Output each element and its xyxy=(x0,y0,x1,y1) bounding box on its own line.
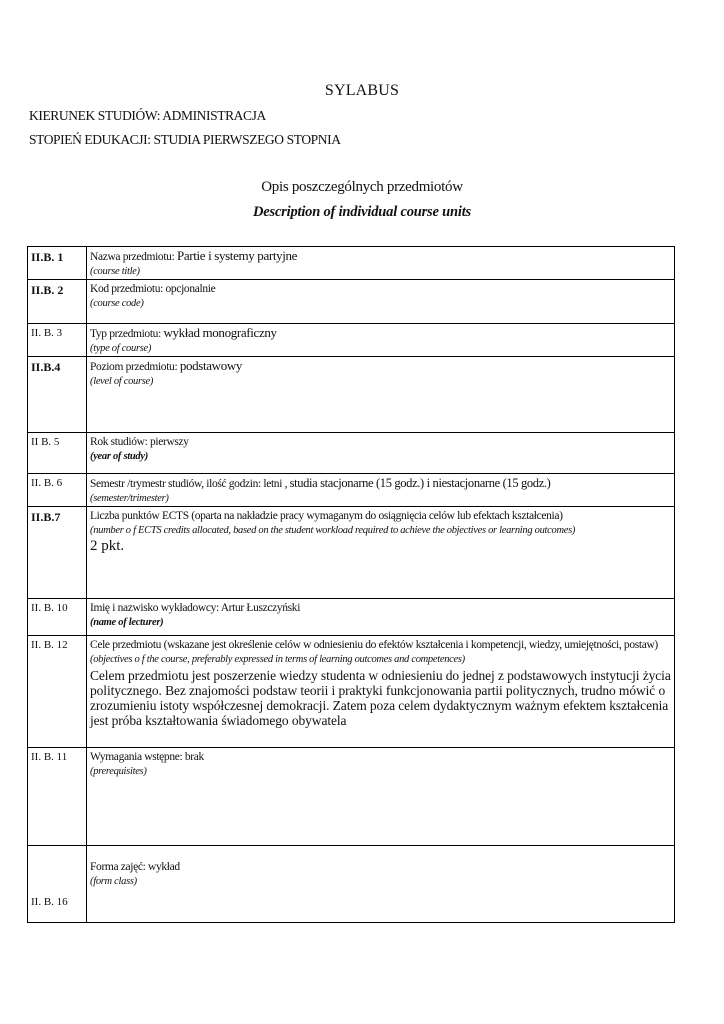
row-english: (prerequisites) xyxy=(90,766,147,777)
row-english: (semester/trimester) xyxy=(90,493,169,504)
syllabus-table xyxy=(27,246,675,923)
row-value: Partie i systemy partyjne xyxy=(176,248,298,263)
row-value: studia stacjonarne (15 godz.) i niestacjonarne (15 godz.) xyxy=(289,476,551,490)
row-english: (name of lecturer) xyxy=(90,617,164,628)
row-content xyxy=(87,507,675,599)
row-content xyxy=(87,748,675,846)
row-english: (number o f ECTS credits allocated, based on the student workload required to achieve the objectives or learning outcomes) xyxy=(90,525,576,536)
row-english: (course title) xyxy=(90,266,140,277)
row-code: II.B. 1 xyxy=(28,247,87,280)
row-label: Imię i nazwisko wykładowcy: Artur Łuszczyński xyxy=(90,602,301,614)
table-row xyxy=(28,636,675,748)
row-content xyxy=(87,247,675,280)
row-english: (objectives o f the course, preferably expressed in terms of learning outcomes and competences) xyxy=(90,654,465,665)
row-label: Liczba punktów ECTS (oparta na nakładzie pracy wymaganym do osiągnięcia celów lub efektach kształcenia) xyxy=(90,510,563,522)
table-row xyxy=(28,357,675,433)
row-english: (level of course) xyxy=(90,376,154,387)
row-label: Semestr /trymestr studiów, ilość godzin: letni , xyxy=(90,478,290,490)
row-content xyxy=(87,433,675,474)
row-label: Wymagania wstępne: brak xyxy=(90,751,204,763)
row-label: Forma zajęć: wykład xyxy=(90,861,180,873)
row-content xyxy=(87,280,675,324)
table-row xyxy=(28,247,675,280)
row-value: podstawowy xyxy=(179,358,243,373)
row-code: II. B. 16 xyxy=(28,846,87,923)
page-title: SYLABUS xyxy=(324,82,400,99)
row-code: II B. 5 xyxy=(28,433,87,474)
row-english: (course code) xyxy=(90,298,144,309)
table-row xyxy=(28,433,675,474)
field-of-study: KIERUNEK STUDIÓW: ADMINISTRACJA xyxy=(29,108,266,123)
row-content xyxy=(87,324,675,357)
subtitle-english: Description of individual course units xyxy=(253,204,471,220)
row-code: II.B.7 xyxy=(28,507,87,599)
row-content xyxy=(87,846,675,923)
table-row xyxy=(28,748,675,846)
row-label: Rok studiów: pierwszy xyxy=(90,436,189,448)
table-row xyxy=(28,324,675,357)
table-row xyxy=(28,599,675,636)
row-content xyxy=(87,636,675,748)
row-code: II. B. 11 xyxy=(28,748,87,846)
row-value: 2 pkt. xyxy=(90,538,125,554)
row-content xyxy=(87,474,675,507)
row-label: Nazwa przedmiotu: xyxy=(90,251,177,263)
row-code: II.B. 2 xyxy=(28,280,87,324)
row-label: Typ przedmiotu: xyxy=(90,328,164,340)
row-code: II. B. 12 xyxy=(28,636,87,748)
row-english: (type of course) xyxy=(90,343,152,354)
row-label: Poziom przedmiotu: xyxy=(90,361,180,373)
education-level: STOPIEŃ EDUKACJI: STUDIA PIERWSZEGO STOPNIA xyxy=(29,132,341,147)
row-english: (form class) xyxy=(90,876,137,887)
row-code: II.B.4 xyxy=(28,357,87,433)
table-row xyxy=(28,507,675,599)
row-value: wykład monograficzny xyxy=(163,325,277,340)
row-code: II. B. 10 xyxy=(28,599,87,636)
row-label: Cele przedmiotu (wskazane jest określenie celów w odniesieniu do efektów kształcenia i kompetencji, wiedzy, umiejętności, postaw) xyxy=(90,639,658,651)
subtitle-polish: Opis poszczególnych przedmiotów xyxy=(261,179,463,195)
table-row xyxy=(28,280,675,324)
table-row xyxy=(28,846,675,923)
row-content xyxy=(87,357,675,433)
row-code: II. B. 3 xyxy=(28,324,87,357)
row-label: Kod przedmiotu: opcjonalnie xyxy=(90,283,216,295)
table-row xyxy=(28,474,675,507)
row-english: (year of study) xyxy=(90,451,148,462)
row-value: Celem przedmiotu jest poszerzenie wiedzy studenta w odniesieniu do jednej z podstawowych instytucji życia politycznego. Bez znajomości podstaw teorii i praktyki funkcjonowania partii politycznych, trudno mówić o zrozumieniu istoty współczesnej demokracji. Zatem poza celem dydaktycznym ważnym efektem kształcenia jest próba kształtowania świadomego obywatela xyxy=(90,668,671,728)
row-content xyxy=(87,599,675,636)
row-code: II. B. 6 xyxy=(28,474,87,507)
